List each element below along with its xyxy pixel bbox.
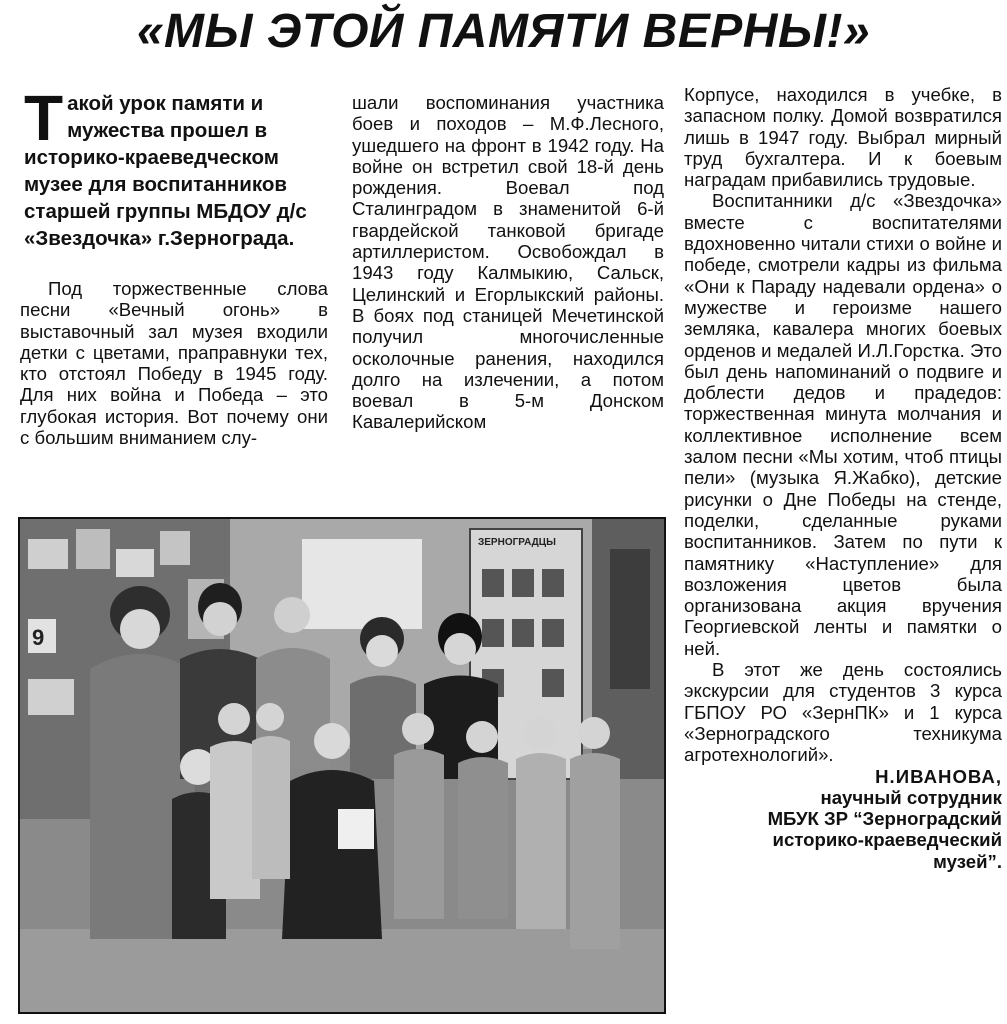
paragraph: Под торжественные слова песни «Вечный огонь» в выставочный зал музея входили детки с цветами, праправнуки тех, кто отстоял Победу в 1945 году. Для них война и Победа – это глубокая история. Вот почему они с большим вниманием слу-	[20, 278, 328, 449]
group-photo	[18, 517, 666, 1014]
column-3	[684, 84, 1002, 872]
drop-cap: Т	[24, 82, 64, 154]
author-org: музей”.	[933, 850, 1002, 872]
author-signature	[684, 766, 1002, 872]
author-org: историко-краеведческий	[772, 829, 1002, 851]
paragraph: Корпусе, находился в учебке, в запасном полку. Домой возвратился лишь в 1947 году. Выбрал мирный труд бухгалтера. И к боевым наградам прибавились трудовые.	[684, 84, 1002, 191]
author-org: МБУК ЗР “Зерноградский	[767, 808, 1002, 830]
paragraph: В этот же день состоялись экскурсии для студентов 3 курса ГБПОУ РО «ЗернПК» и 1 курса «Зерноградского техникума агротехнологий».	[684, 659, 1002, 766]
photo-illustration	[20, 519, 664, 1012]
column-1	[20, 278, 328, 448]
author-role: научный сотрудник	[820, 786, 1002, 808]
paragraph: шали воспоминания участника боев и походов – М.Ф.Лесного, ушедшего на фронт в 1942 году. На войне он встретил свой 18-й день рождения. Воевал под Сталинградом в знаменитой 6-й гвардейской танковой бригаде артиллеристом. Освобождал в 1943 году Калмыкию, Сальск, Целинский и Егорлыкский районы. В боях под станицей Мечетинской получил многочисленные осколочные ранения, находился долго на излечении, а потом воевал в 5-м Донском Кавалерийском	[352, 92, 664, 433]
lead-paragraph	[24, 82, 328, 252]
author-name: Н.ИВАНОВА,	[875, 765, 1002, 787]
lead-text: акой урок памяти и мужества прошел в историко-краеведческом музее для воспитанников старшей группы МБДОУ д/с «Звездочка» г.Зернограда.	[24, 92, 307, 250]
paragraph: Воспитанники д/с «Звездочка» вместе с воспитателями вдохновенно читали стихи о войне и победе, смотрели кадры из фильма «Они к Параду надевали ордена» о мужестве и героизме нашего земляка, кавалера многих боевых орденов и медалей И.Л.Горстка. Это был день напоминаний о подвиге и доблести дедов и прадедов: торжественная минута молчания и коллективное исполнение всем залом песни «Мы хотим, чтоб птицы пели» (музыка Я.Жабко), детские рисунки о Дне Победы на стенде, поделки, сделанные руками воспитанников. Затем по пути к памятнику «Наступление» для возложения цветов была организована акция вручения Георгиевской ленты и памятки о ней.	[684, 190, 1002, 659]
poster-number: 9	[32, 625, 45, 650]
article-headline: «МЫ ЭТОЙ ПАМЯТИ ВЕРНЫ!»	[136, 5, 871, 58]
board-caption: ЗЕРНОГРАДЦЫ	[478, 537, 556, 548]
column-2	[352, 92, 664, 433]
